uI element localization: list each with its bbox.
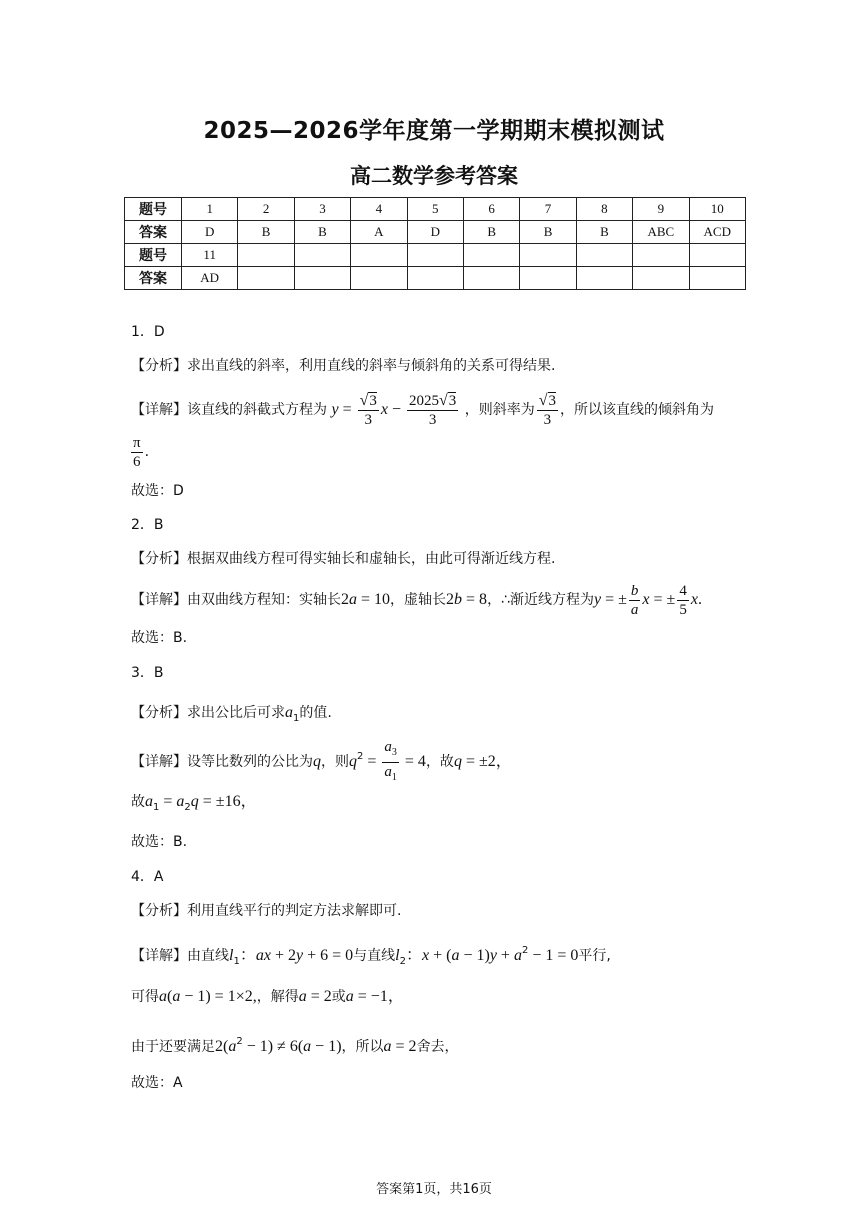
table-cell: 4 [351,198,407,221]
detail-line: 故$a_1 = a_2q = \pm 16$， [131,793,257,813]
detail-text: 可得 [131,989,159,1005]
table-cell [238,244,294,267]
table-cell [576,267,632,290]
detail-line: 可得a(a − 1) = 1×2,，解得a = 2或a = −1， [131,988,404,1005]
table-cell [407,267,463,290]
table-cell [689,244,745,267]
detail-text: ，解得 [256,989,299,1005]
table-row [125,198,746,221]
table-cell: B [520,221,576,244]
detail-line: 由于还要满足$2(a^2 - 1) \ne 6(a - 1)$，所以a = 2舍去， [131,1036,459,1055]
analysis-text: 【分析】根据双曲线方程可得实轴长和虚轴长，由此可得渐近线方程. [131,551,556,567]
detail-text: 舍去， [416,1039,459,1055]
row-label: 题号 [125,244,182,267]
table-cell [633,267,689,290]
detail-text: 【详解】由双曲线方程知：实轴长 [131,592,341,608]
row-label: 题号 [125,198,182,221]
table-cell: ACD [689,221,745,244]
table-row [125,244,746,267]
detail-text: ，虚轴长 [390,592,447,608]
detail-text: ，所以 [341,1039,384,1055]
detail-text: 【详解】该直线的斜截式方程为 [131,402,327,418]
math-expression: y [331,401,339,418]
table-cell [463,244,519,267]
answer-table [124,197,746,290]
detail-line: 【详解】由直线$l_1$：ax + 2y + 6 = 0与直线$l_2$：$x + (a - 1)y + a^2 - 1 = 0$平行, [131,945,611,967]
table-row [125,267,746,290]
table-cell [294,244,350,267]
table-cell: B [463,221,519,244]
detail-text: ，∴渐近线方程为 [487,592,594,608]
analysis-line: 【分析】求出公比后可求$a_1$的值. [131,704,332,724]
detail-text: . [144,444,150,460]
table-cell [351,244,407,267]
detail-text: ，故 [425,754,454,770]
table-cell [576,244,632,267]
table-cell: 5 [407,198,463,221]
question-heading: 1．D [131,324,165,340]
table-cell: B [238,221,294,244]
analysis-text: 【分析】求出公比后可求 [131,705,285,721]
question-heading: 3．B [131,665,164,681]
detail-text: 【详解】设等比数列的公比为 [131,754,313,770]
detail-text: 由于还要满足 [131,1039,215,1055]
table-cell: B [576,221,632,244]
analysis-text: 【分析】求出直线的斜率，利用直线的斜率与倾斜角的关系可得结果. [131,358,556,374]
detail-line: 【详解】该直线的斜截式方程为 y = $\frac{√3}{3}$ x − $\frac{2025√3}{3}$ ，则斜率为 $\frac{√3}{3}$ ，所以该直线的倾斜角为 [131,391,715,428]
question-heading: 2．B [131,517,164,533]
question-heading: 4．A [131,869,164,885]
detail-text: ，则斜率为 [464,402,535,418]
table-cell: 2 [238,198,294,221]
page-footer: 答案第1页，共16页 [376,1182,492,1197]
table-cell: B [294,221,350,244]
table-cell [238,267,294,290]
detail-line: 【详解】由双曲线方程知：实轴长2a = 10，虚轴长2b = 8，∴渐近线方程为y = ± $\frac{b}{a}$ x = ± $\frac{4}{5}$ x. [131,582,702,618]
table-cell: D [182,221,238,244]
conclusion-text: 故选：D [131,483,184,499]
detail-text: 或 [331,989,346,1005]
detail-line: $\frac{\pi}{6}$ . [133,434,150,470]
analysis-text: 的值. [299,705,332,721]
table-cell: 11 [182,244,238,267]
table-cell: A [351,221,407,244]
table-cell: 3 [294,198,350,221]
table-cell: 8 [576,198,632,221]
detail-text: 平行, [578,948,611,964]
detail-text: 故 [131,794,145,810]
table-cell [351,267,407,290]
conclusion-text: 故选：A [131,1075,183,1091]
conclusion-text: 故选：B. [131,630,188,646]
row-label: 答案 [125,221,182,244]
table-row [125,221,746,244]
table-cell: 10 [689,198,745,221]
detail-line: 【详解】设等比数列的公比为q，则$q^2$ = $\frac{a_3}{a_1}$ = 4，故q = ±2， [131,738,512,783]
detail-text: ，所以该直线的倾斜角为 [560,402,715,418]
table-cell [689,267,745,290]
detail-text: ，则 [321,754,349,770]
detail-text: 与直线 [353,948,396,964]
row-label: 答案 [125,267,182,290]
table-cell: ABC [633,221,689,244]
analysis-text: 【分析】利用直线平行的判定方法求解即可. [131,903,402,919]
detail-text: 【详解】由直线 [131,948,229,964]
table-cell: 6 [463,198,519,221]
page-subtitle: 高二数学参考答案 [350,164,518,188]
table-cell [407,244,463,267]
page-title: 2025—2026学年度第一学期期末模拟测试 [203,118,665,144]
table-cell: D [407,221,463,244]
table-cell: 1 [182,198,238,221]
table-cell [633,244,689,267]
table-cell [520,244,576,267]
table-cell: 7 [520,198,576,221]
table-cell: AD [182,267,238,290]
table-cell [294,267,350,290]
conclusion-text: 故选：B. [131,834,188,850]
table-cell [520,267,576,290]
table-cell [463,267,519,290]
table-cell: 9 [633,198,689,221]
